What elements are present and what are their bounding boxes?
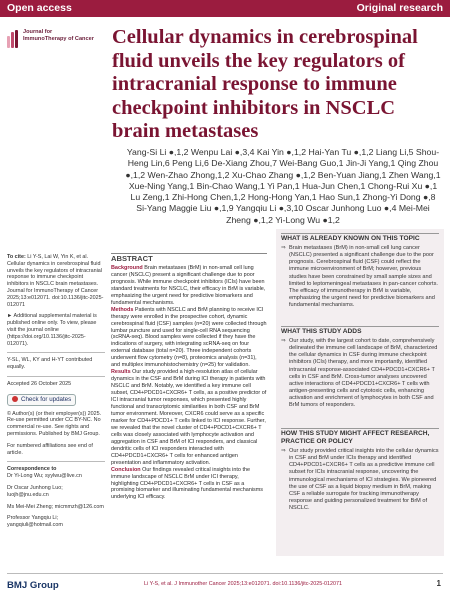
adds-text: ⇒ Our study, with the largest cohort to date, comprehensively delineated the immune cell landscape of BrM, characterized the cellular dynamics in CSF during immune checkpoint inhibitors (ICIs) therapy, and more importantly, identified intracranial response-associated CD4+PDCD1+CXCR6+ T cells in CSF and BrM. Cross-tumor analyses uncovered active interactions of CD4+PDCD1+CXCR6+ T cells with antigen-presenting cells and cytotoxic cells, enhancing activation and enrichment of lymphocytes in both CSF and BrM tumors of responders. — [281, 338, 439, 410]
correspondence-1[interactable]: Dr Yi-Long Wu; syylwu@live.cn — [7, 473, 82, 480]
cite-label: To cite: — [7, 254, 26, 260]
correspondence-2[interactable]: Dr Oscar Junhong Luo; luojh@jnu.edu.cn — [7, 484, 63, 498]
correspondence-3[interactable]: Ms Mei-Mei Zheng; micmmzh@126.com — [7, 503, 104, 510]
key-messages-box — [276, 229, 444, 556]
impact-heading: HOW THIS STUDY MIGHT AFFECT RESEARCH, PRACTICE OR POLICY — [281, 428, 439, 446]
abstract-heading: ABSTRACT — [111, 254, 153, 263]
methods-label: Methods — [111, 306, 134, 313]
supplemental-note[interactable]: ► Additional supplemental material is published online only. To view, please visit the journal online (https://doi.org/10.1136/jitc-2025-012071). — [7, 313, 97, 347]
correspondence-label: Correspondence to — [7, 466, 57, 473]
divider — [7, 376, 105, 377]
journal-logo[interactable] — [7, 28, 107, 54]
conclusion-label: Conclusion — [111, 466, 141, 473]
article-type-label: Original research — [356, 2, 443, 14]
background-text: Brain metastases (BrM) in non-small cell lung cancer (NSCLC) present a significant challenge due to poor prognosis. While immune checkpoint inhibitors (ICIs) have been standard treatments for NSCLC, their efficacy in BrM is variable, emphasizing the urgent need for predictive biomarkers and fundamental mechanisms. — [111, 264, 266, 306]
methods-text: Patients with NSCLC and BrM planning to receive ICI therapy were enrolled in the prospective cohort, dynamic cerebrospinal fluid (CSF) samples (n=20) were collected through lumbar puncture and used for single-cell RNA sequencing (scRNA-seq). Blood samples were collected if they have the indications of surgery, with integrating scRNA-seq on four external database (total n=20). Three independent cohorts underwent flow cytometry (n=8), proteomics analysis (n=31), and multiplex immunohistochemistry (n=25) for validation. — [111, 306, 267, 369]
known-heading: WHAT IS ALREADY KNOWN ON THIS TOPIC — [281, 233, 439, 243]
journal-logo-line1: Journal for — [23, 29, 53, 35]
correspondence-4[interactable]: Professor Yangqiu Li; yangqiuli@hotmail.com — [7, 515, 63, 529]
results-label: Results — [111, 369, 131, 376]
copyright-note: © Author(s) (or their employer(s)) 2025. Re-use permitted under CC BY-NC. No commercial re-use. See rights and permissions. Published by BMJ Group. — [7, 410, 102, 437]
cite-text[interactable]: Li Y-S, Lai W, Yin K, et al. Cellular dynamics in cerebrospinal fluid unveils the key regulators of intracranial response to immune checkpoint inhibitors in NSCLC brain metastases. Journal for ImmunoTherapy of Cancer 2025;13:e012071. doi:10.1136/jitc-2025-012071 — [7, 254, 104, 308]
adds-section — [281, 326, 439, 410]
background-label: Background — [111, 264, 143, 271]
impact-text: ⇒ Our study provided critical insights into the cellular dynamics in CSF and BrM under ICIs therapy and identified CD4+PDCD1+CXCR6+ T cells as a predictive immune cell subset for ICIs intracranial response, uncovering the immunological mechanisms of ICI strategies. We pioneered the use of CSF as a liquid biopsy medium in BrM, making CSF a reliable surrogate for tracking immunotherapy response and guiding personalized treatment for BrM of NSCLC. — [281, 448, 439, 512]
known-section — [281, 233, 439, 309]
publisher-logo[interactable]: BMJ Group — [7, 580, 59, 591]
journal-logo-icon — [7, 30, 19, 48]
divider — [7, 352, 105, 353]
article-title: Cellular dynamics in cerebrospinal fluid unveils the key regulators of intracranial response to immune checkpoint inhibitors in NSCLC brain metastases — [112, 26, 418, 142]
affiliations-note: For numbered affiliations see end of article. — [7, 442, 93, 456]
open-access-label: Open access — [7, 2, 72, 14]
conclusion-text: Our findings revealed critical insights into the immune landscape of NSCLC BrM under ICI therapy, highlighting CD4+PDCD1+CXCR6+ T cells in CSF as a promising biomarker and illuminating fundamental mechanisms underlying ICI efficacy. — [111, 466, 264, 501]
crossmark-icon — [12, 396, 18, 402]
equal-contribution-note: Y-SL, WL, KY and H-YT contributed equally. — [7, 357, 93, 371]
results-text: Our study provided a high-resolution atlas of cellular dynamics in the CSF and BrM during ICI therapy in patients with NSCLC and BrM. Notably, we identified a key immune cell subset, CD4+PDCD1+CXCR6+ T cells, as a positive predictor of ICI intracranial tumor responses, which presented highly functional and transcriptomic similarities in both CSF and BrM tumor environment. Moreover, CXCR6 could serve as a specific marker for CD4+PDCD1+ T cells linked to ICI response. Further, we revealed that the novel cluster of CD4+PDCD1+CXCR6+ T cells was closely associated with lymphocyte activation and aggregation in CSF and BrM of ICI responders, and classical dendritic cells of ICI responders interacted with CD4+PDCD1+CXCR6+ T cells for enhanced antigen presentation and inflammatory activation. — [111, 369, 267, 466]
divider — [7, 461, 105, 462]
page-number: 1 — [436, 579, 441, 588]
article-sidebar — [7, 254, 105, 534]
footer-rule — [7, 573, 443, 574]
journal-logo-line2: ImmunoTherapy of Cancer — [23, 36, 94, 42]
page-footer — [0, 570, 450, 599]
impact-section — [281, 428, 439, 512]
known-text: ⇒ Brain metastases (BrM) in non-small cell lung cancer (NSCLC) presented a significant challenge due to the poor prognosis. Cerebrospinal fluid (CSF) could reflect the immune microenvironment of BrM; however, previous studies have been constrained by small sample sizes and limited to leptomeningeal metastases in pan-cancer cohorts. The efficacy of immunotherapy in BrM is variable, emphasizing the urgent need for predictive biomarkers and fundamental mechanisms. — [281, 245, 439, 309]
adds-heading: WHAT THIS STUDY ADDS — [281, 326, 439, 336]
check-for-updates-label: Check for updates — [21, 395, 72, 403]
abstract-section — [111, 253, 267, 501]
check-for-updates-button[interactable] — [7, 394, 76, 406]
top-banner — [0, 0, 450, 17]
footer-citation[interactable]: Li Y-S, et al. J Immunother Cancer 2025;13:e012071. doi:10.1136/jitc-2025-012071 — [144, 581, 342, 587]
author-list: Yang-Si Li ●,1,2 Wenpu Lai ●,3,4 Kai Yin ●,1,2 Hai-Yan Tu ●,1,2 Liang Li,5 Shou-Heng Lin,6 Peng Li,6 De-Xiang Zhou,7 Wei-Bang Guo,1 Jin-Ji Yang,1 Qing Zhou ●,1,2 Wen-Zhao Zhong,1,2 Xu-Chao Zhang ●,1,2 Ben-Yuan Jiang,1 Zhen Wang,1 Xue-Ning Yang,1 Bin-Chao Wang,1 Yi Pan,1 Hua-Jun Chen,1 Chong-Rui Xu ●,1 Lu Zeng,1 Zhi-Hong Chen,1,2 Hong-Hong Yan,1 Hao Sun,1 Zhong-Yi Dong ●,8 Si-Yang Maggie Liu ●,1,9 Yangqiu Li ●,3,10 Oscar Junhong Luo ●,4 Mei-Mei Zheng ●,1,2 Yi-Long Wu ●1,2 — [125, 147, 441, 225]
accepted-date: Accepted 26 October 2025 — [7, 380, 72, 387]
